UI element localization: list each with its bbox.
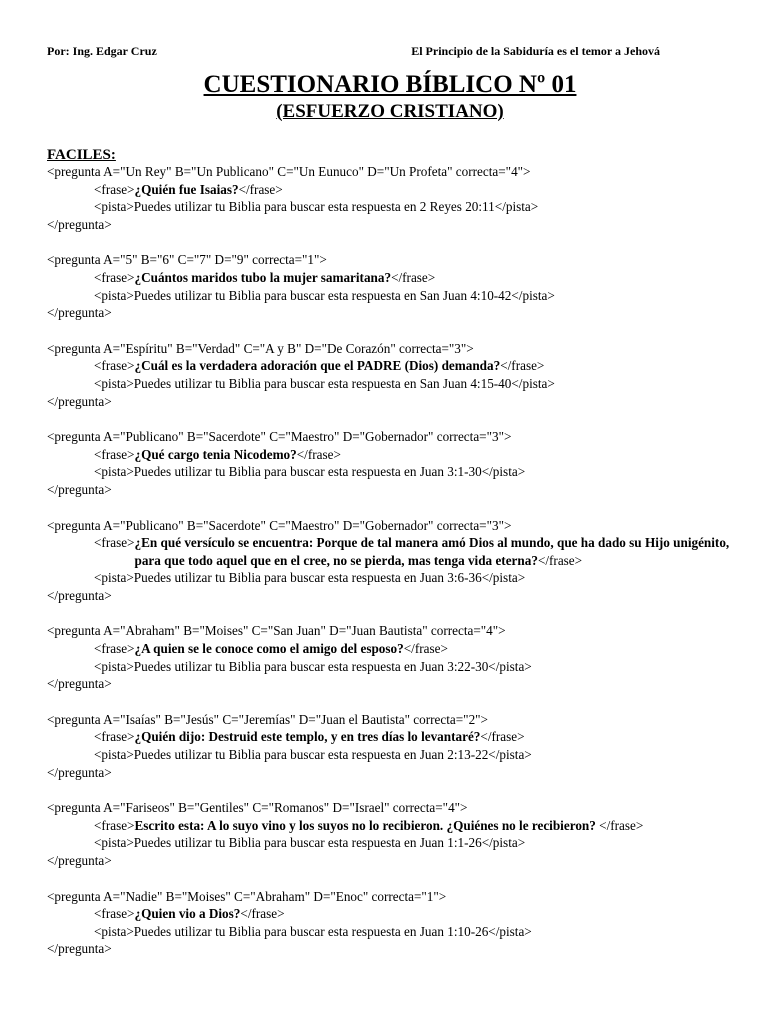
frase-close-tag: </frase> [238, 181, 283, 197]
question-block [47, 163, 737, 233]
frase-open-tag: <frase> [94, 358, 135, 374]
frase-line [47, 269, 737, 287]
question-text: Escrito esta: A lo suyo vino y los suyos no lo recibieron. ¿Quiénes no le recibieron? [134, 817, 596, 833]
pregunta-open-tag: <pregunta A="Abraham" B="Moises" C="San Juan" D="Juan Bautista" correcta="4"> [47, 623, 506, 639]
pregunta-close-tag: </pregunta> [47, 764, 112, 780]
question-text: ¿Quién dijo: Destruid este templo, y en tres días lo levantaré? [134, 729, 481, 745]
frase-close-tag: </frase> [480, 729, 525, 745]
pregunta-open-tag: <pregunta A="Publicano" B="Sacerdote" C="Maestro" D="Gobernador" correcta="3"> [47, 517, 512, 533]
frase-close-tag: </frase> [240, 906, 285, 922]
pregunta-open-tag: <pregunta A="Espíritu" B="Verdad" C="A y B" D="De Corazón" correcta="3"> [47, 340, 474, 356]
document-subtitle: (ESFUERZO CRISTIANO) [276, 101, 504, 122]
pregunta-open-tag: <pregunta A="5" B="6" C="7" D="9" correcta="1"> [47, 252, 327, 268]
pista-open-tag: <pista> [94, 747, 134, 763]
pista-line [47, 198, 737, 216]
pista-line [47, 746, 737, 764]
pista-open-tag: <pista> [94, 835, 134, 851]
hint-text: Puedes utilizar tu Biblia para buscar esta respuesta en Juan 3:22-30 [133, 658, 489, 674]
pregunta-close-tag: </pregunta> [47, 941, 112, 957]
hint-text: Puedes utilizar tu Biblia para buscar esta respuesta en San Juan 4:15-40 [133, 375, 512, 391]
page-header [47, 44, 660, 62]
question-block [47, 888, 737, 958]
pista-close-tag: </pista> [511, 287, 555, 303]
hint-text: Puedes utilizar tu Biblia para buscar esta respuesta en San Juan 4:10-42 [133, 287, 512, 303]
pregunta-close-tag: </pregunta> [47, 305, 112, 321]
pista-open-tag: <pista> [94, 375, 134, 391]
hint-text: Puedes utilizar tu Biblia para buscar esta respuesta en Juan 3:6-36 [133, 570, 482, 586]
frase-line [47, 357, 737, 375]
pista-line [47, 287, 737, 305]
frase-line [47, 728, 737, 746]
pista-line [47, 569, 737, 587]
pregunta-close-tag: </pregunta> [47, 587, 112, 603]
section-heading: FACILES: [47, 147, 116, 163]
frase-line [47, 534, 737, 569]
question-text: ¿Quien vio a Dios? [134, 906, 241, 922]
question-text: ¿A quien se le conoce como el amigo del esposo? [134, 641, 404, 657]
question-block [47, 799, 737, 869]
pregunta-close-tag: </pregunta> [47, 853, 112, 868]
question-text: ¿Cuál es la verdadera adoración que el PADRE (Dios) demanda? [134, 358, 501, 374]
question-block [47, 711, 737, 781]
pregunta-open-tag: <pregunta A="Isaías" B="Jesús" C="Jeremías" D="Juan el Bautista" correcta="2"> [47, 711, 488, 727]
pregunta-open-tag: <pregunta A="Un Rey" B="Un Publicano" C="Un Eunuco" D="Un Profeta" correcta="4"> [47, 164, 531, 179]
frase-close-tag: </frase> [537, 552, 583, 568]
pista-open-tag: <pista> [94, 570, 134, 586]
question-block [47, 428, 737, 498]
frase-line [47, 181, 737, 199]
pista-close-tag: </pista> [511, 375, 555, 391]
pregunta-open-tag: <pregunta A="Fariseos" B="Gentiles" C="Romanos" D="Israel" correcta="4"> [47, 800, 468, 816]
hint-text: Puedes utilizar tu Biblia para buscar esta respuesta en Juan 1:10-26 [133, 923, 489, 939]
pista-close-tag: </pista> [488, 747, 532, 763]
pista-close-tag: </pista> [494, 199, 539, 215]
hint-text: Puedes utilizar tu Biblia para buscar esta respuesta en Juan 1:1-26 [133, 835, 482, 851]
frase-open-tag: <frase> [94, 906, 135, 922]
question-text: ¿Quién fue Isaias? [134, 181, 239, 197]
frase-close-tag: </frase> [391, 269, 436, 285]
pista-line [47, 375, 737, 393]
frase-open-tag: <frase> [94, 535, 135, 551]
pregunta-open-tag: <pregunta A="Nadie" B="Moises" C="Abraham" D="Enoc" correcta="1"> [47, 888, 447, 904]
pista-open-tag: <pista> [94, 658, 134, 674]
question-text: ¿Qué cargo tenia Nicodemo? [134, 446, 297, 462]
pista-open-tag: <pista> [94, 464, 134, 480]
frase-open-tag: <frase> [94, 641, 135, 657]
hint-text: Puedes utilizar tu Biblia para buscar esta respuesta en 2 Reyes 20:11 [133, 199, 495, 215]
frase-line [47, 446, 737, 464]
pista-line [47, 834, 737, 852]
pregunta-close-tag: </pregunta> [47, 676, 112, 692]
question-list [47, 163, 737, 976]
pista-line [47, 658, 737, 676]
question-text: ¿Cuántos maridos tubo la mujer samaritana? [134, 269, 392, 285]
question-block [47, 340, 737, 410]
frase-line [47, 817, 737, 835]
question-block [47, 251, 737, 321]
frase-close-tag: </frase> [599, 817, 644, 833]
motto-line: El Principio de la Sabiduría es el temor a Jehová [411, 44, 660, 58]
frase-close-tag: </frase> [296, 446, 341, 462]
pista-line [47, 923, 737, 941]
pista-close-tag: </pista> [481, 464, 526, 480]
pregunta-open-tag: <pregunta A="Publicano" B="Sacerdote" C="Maestro" D="Gobernador" correcta="3"> [47, 429, 512, 445]
frase-close-tag: </frase> [403, 641, 448, 657]
question-block [47, 622, 737, 692]
pista-close-tag: </pista> [481, 835, 526, 851]
document-title: CUESTIONARIO BÍBLICO Nº 01 [203, 71, 577, 98]
pista-close-tag: </pista> [488, 923, 532, 939]
frase-close-tag: </frase> [500, 358, 545, 374]
pista-line [47, 463, 737, 481]
pregunta-close-tag: </pregunta> [47, 481, 112, 497]
pista-close-tag: </pista> [488, 658, 532, 674]
question-text: ¿En qué versículo se encuentra: Porque de tal manera amó Dios al mundo, que ha dado su Hijo unigénito, para que todo aquel que en el cree, no se pierda, mas tenga vida eterna? [134, 535, 730, 568]
pista-open-tag: <pista> [94, 923, 134, 939]
pregunta-close-tag: </pregunta> [47, 393, 112, 409]
frase-open-tag: <frase> [94, 181, 135, 197]
pista-close-tag: </pista> [481, 570, 526, 586]
frase-line [47, 640, 737, 658]
frase-open-tag: <frase> [94, 446, 135, 462]
pista-open-tag: <pista> [94, 287, 134, 303]
frase-line [47, 905, 737, 923]
question-block [47, 517, 737, 605]
hint-text: Puedes utilizar tu Biblia para buscar esta respuesta en Juan 2:13-22 [133, 747, 489, 763]
pregunta-close-tag: </pregunta> [47, 216, 112, 232]
frase-open-tag: <frase> [94, 729, 135, 745]
author-line: Por: Ing. Edgar Cruz [47, 44, 157, 58]
pista-open-tag: <pista> [94, 199, 134, 215]
frase-open-tag: <frase> [94, 269, 135, 285]
hint-text: Puedes utilizar tu Biblia para buscar esta respuesta en Juan 3:1-30 [133, 464, 482, 480]
frase-open-tag: <frase> [94, 817, 135, 833]
